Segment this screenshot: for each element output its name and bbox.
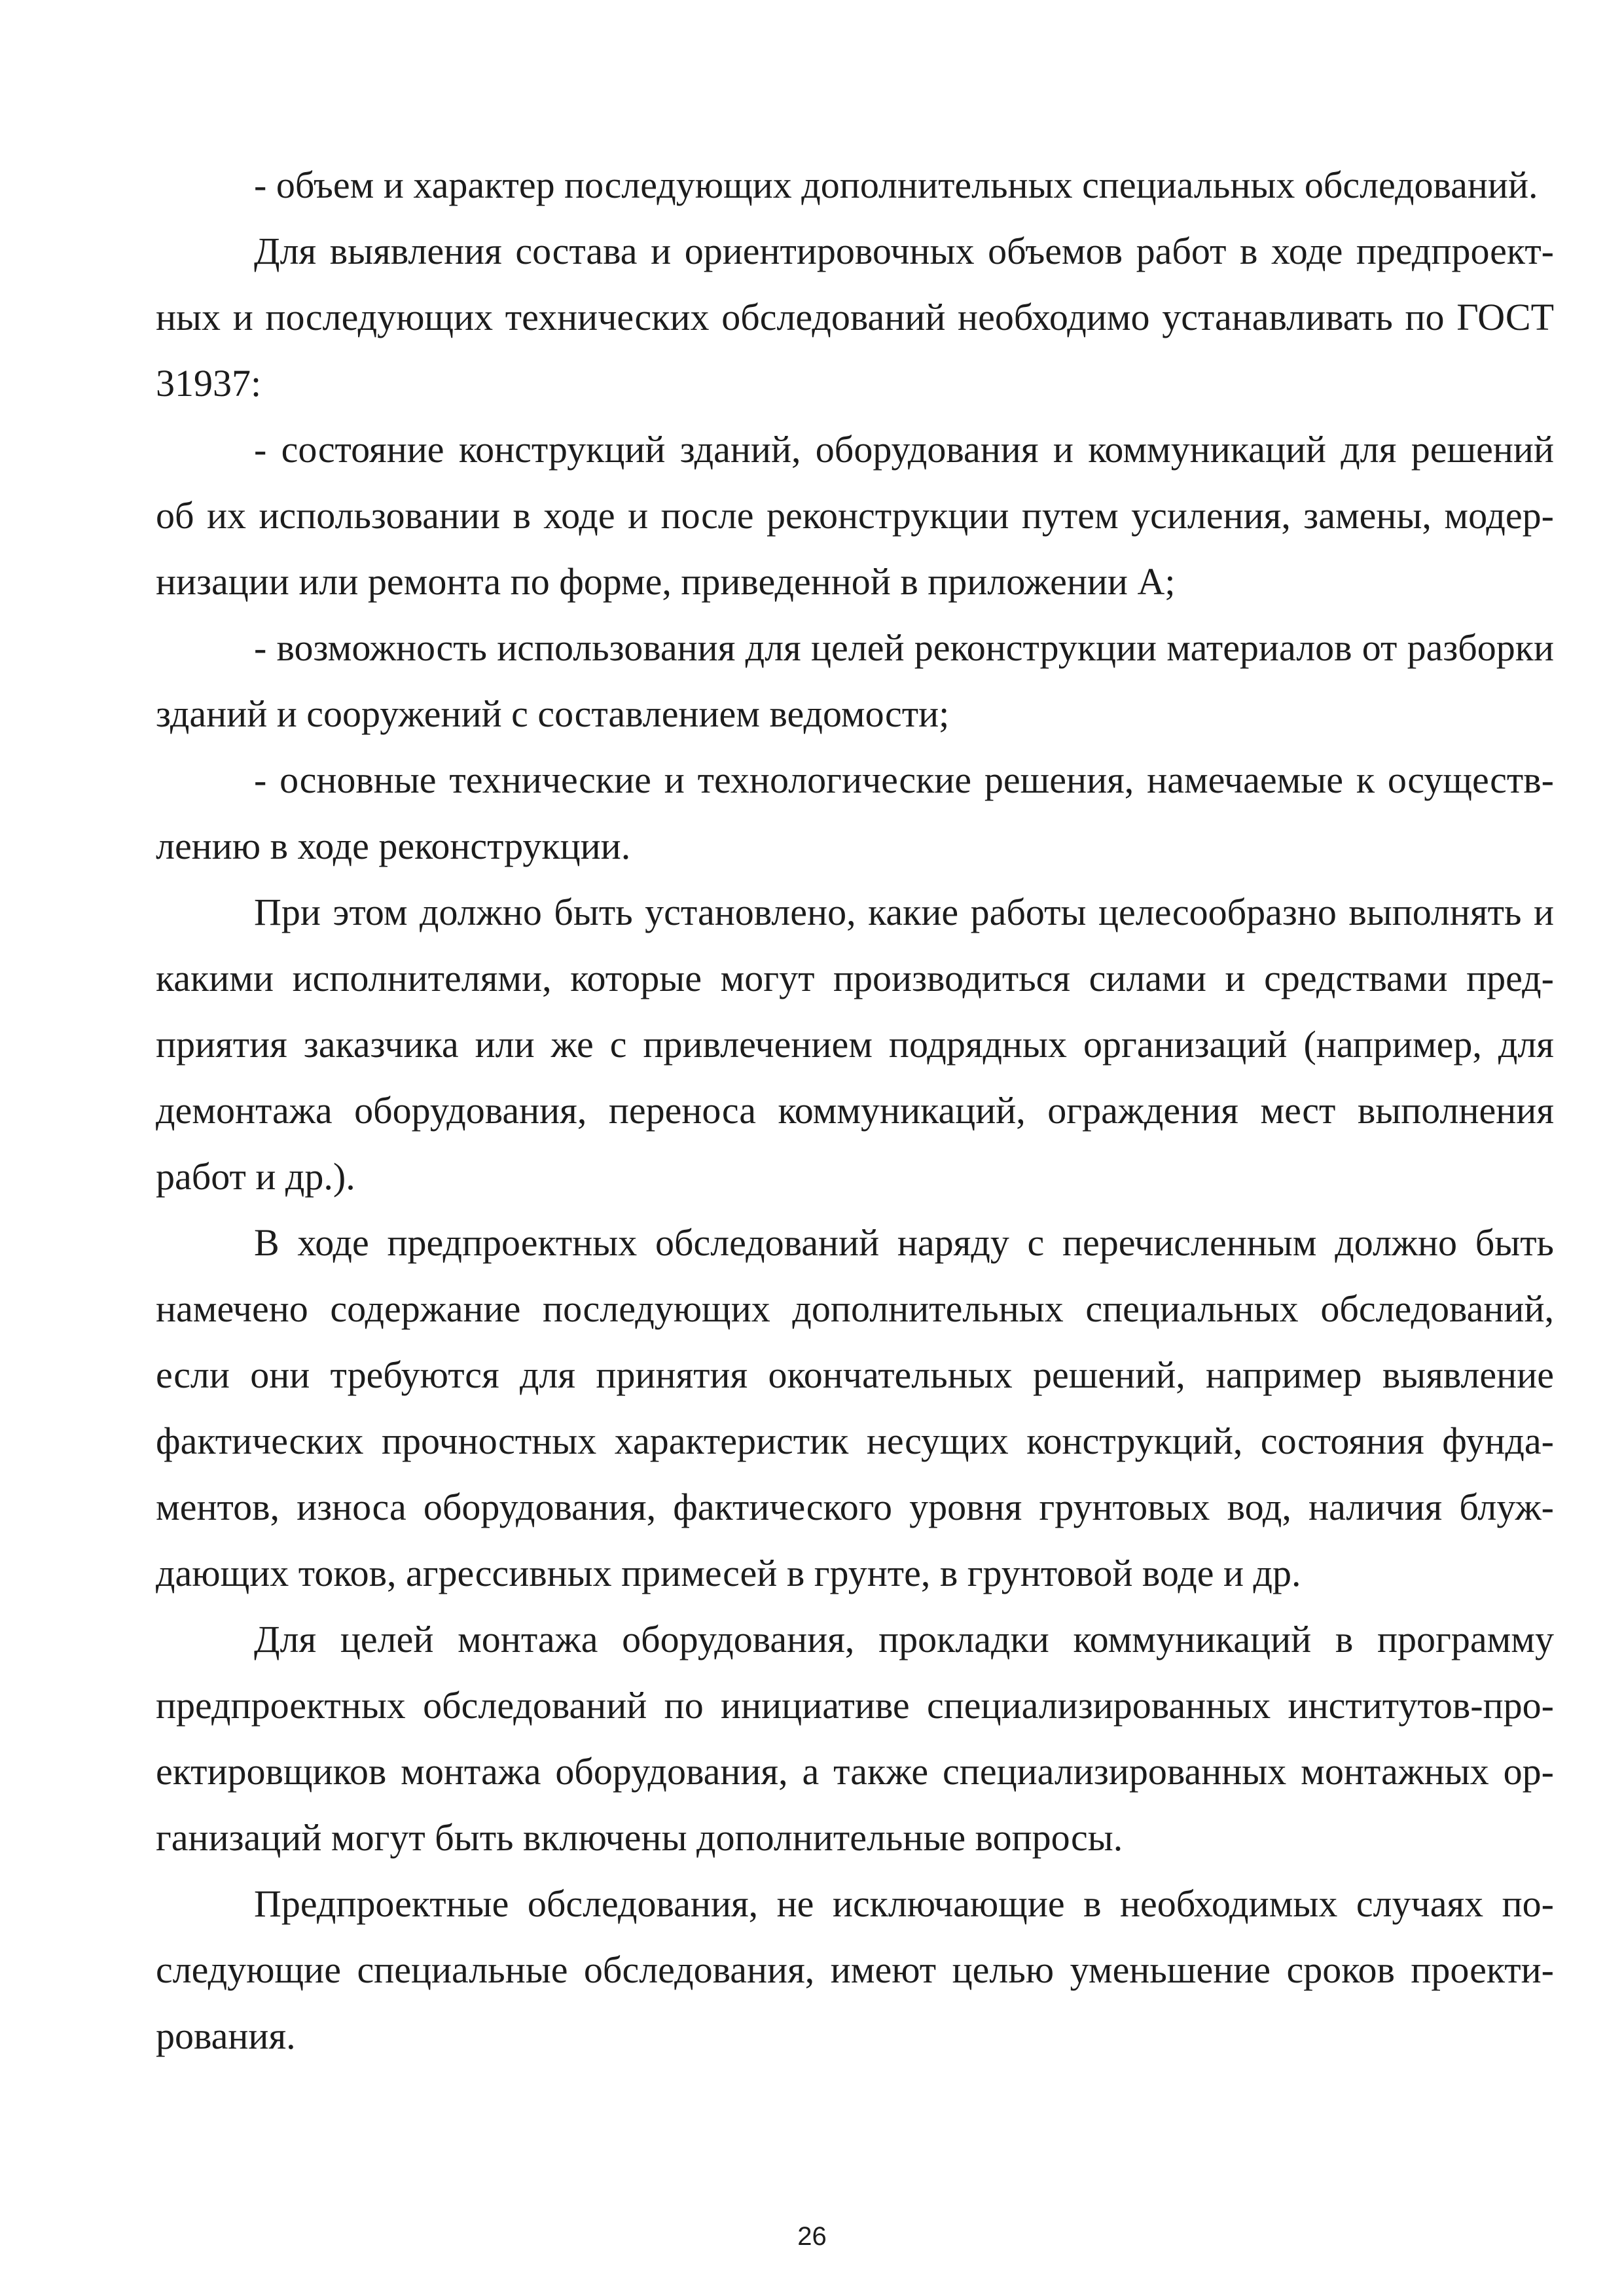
list-item-technical-solutions: - основные технические и технологические решения, намечаемые к осуществлению в ходе реконструкции. (156, 759, 1554, 867)
paragraph-survey-goal: Предпроектные обследования, не исключающие в необходимых случаях последующие специальные обследования, имеют целью уменьшение сроков проектирования. (156, 1882, 1554, 2057)
paragraph-contractors: При этом должно быть установлено, какие работы целесообразно выполнять и какими исполнителями, которые могут производиться силами и средствами предприятия заказчика или же с привлечением подрядных организаций (например, для демонтажа оборудования, переноса коммуникаций, ограждения мест выполнения работ и др.). (156, 891, 1554, 1198)
paragraph-installation-questions: Для целей монтажа оборудования, прокладки коммуникаций в программу предпроектных обследований по инициативе специализированных институтов-проектировщиков монтажа оборудования, а также специализированных монтажных организаций могут быть включены дополнительные вопросы. (156, 1618, 1554, 1859)
page-number: 26 (797, 2222, 827, 2251)
paragraph-additional-surveys: В ходе предпроектных обследований наряду с перечисленным должно быть намечено содержание последующих дополнительных специальных обследований, если они требуются для принятия окончательных решений, например выявление фактических прочностных характеристик несущих конструкций, состояния фундаментов, износа оборудования, фактического уровня грунтовых вод, наличия блуждающих токов, агрессивных примесей в грунте, в грунтовой воде и др. (156, 1221, 1554, 1594)
list-item-structure-condition: - состояние конструкций зданий, оборудования и коммуникаций для решений об их использовании в ходе и после реконструкции путем усиления, замены, модернизации или ремонта по форме, приведенной в приложении А; (156, 428, 1554, 603)
list-item-scope-of-surveys: - объем и характер последующих дополнительных специальных обследований. (254, 164, 1538, 206)
paragraph-work-composition: Для выявления состава и ориентировочных объемов работ в ходе предпроектных и последующих технических обследований необходимо устанавливать по ГОСТ 31937: (156, 230, 1554, 404)
body-text (156, 152, 1554, 2069)
list-item-material-reuse: - возможность использования для целей реконструкции материалов от разборки зданий и сооружений с составлением ведомости; (156, 626, 1554, 735)
